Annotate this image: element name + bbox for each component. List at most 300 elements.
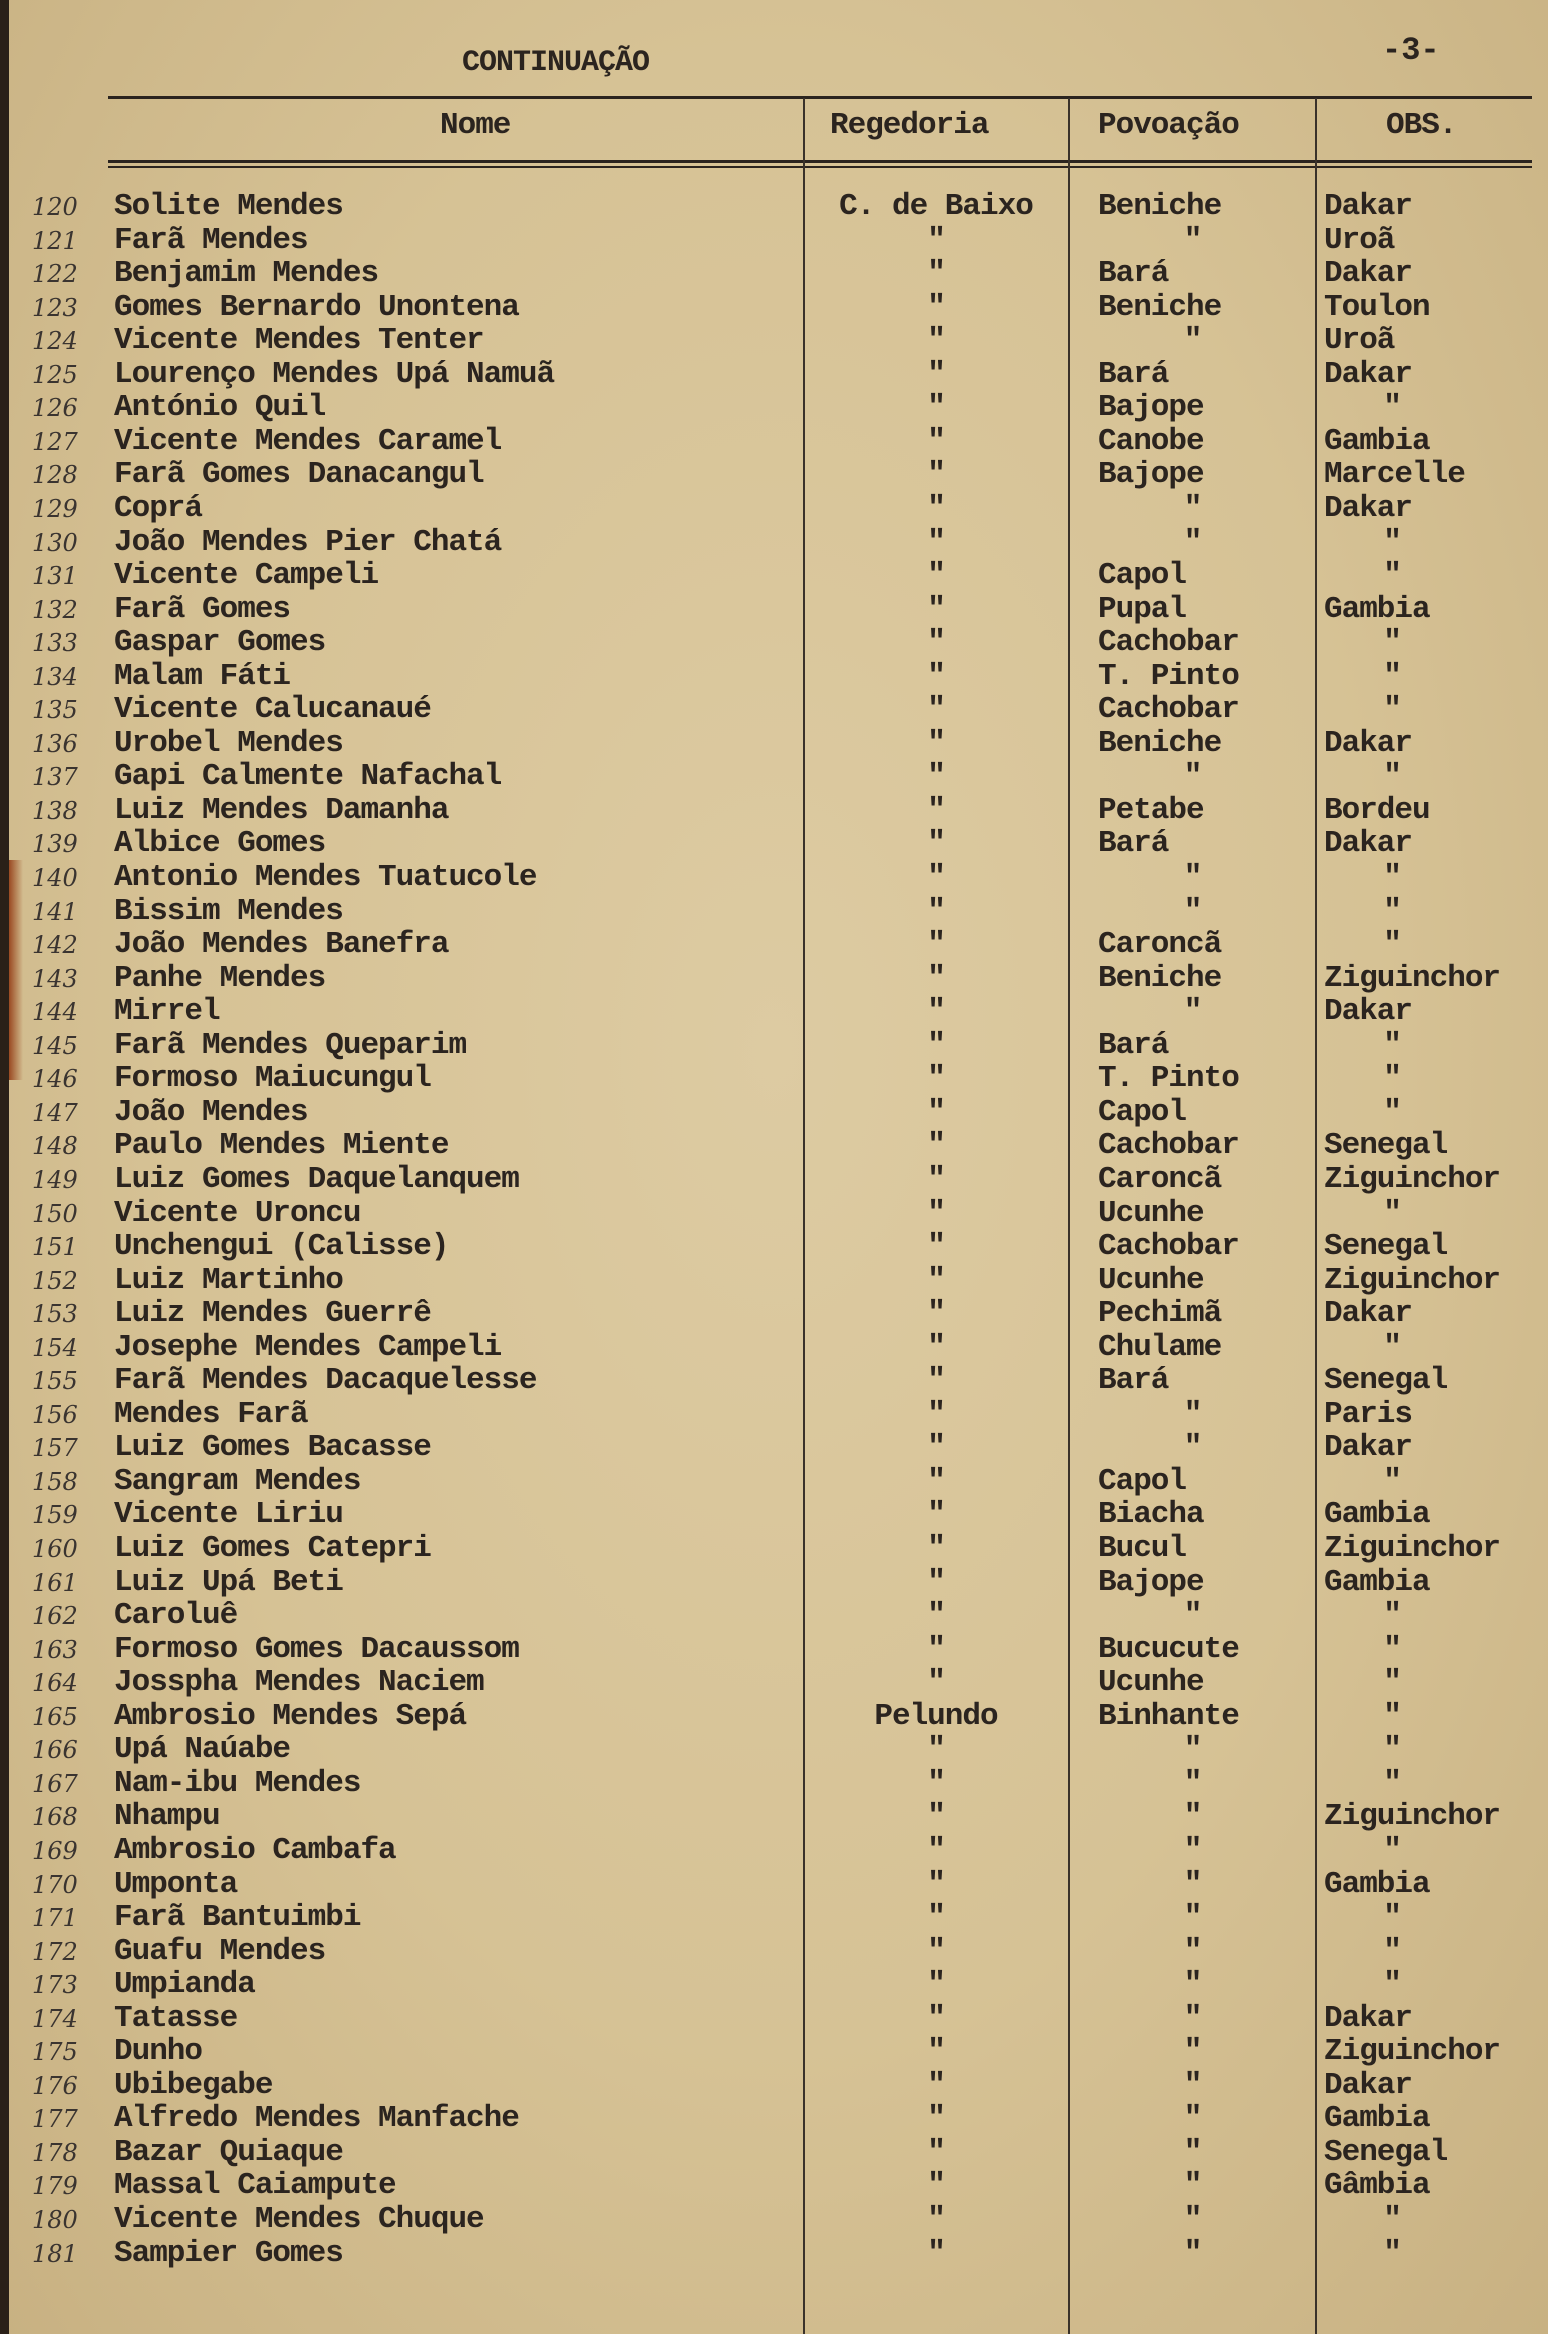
entry-number: 142 bbox=[32, 931, 78, 960]
regedoria-cell: " bbox=[927, 1564, 945, 1600]
povoacao-cell: Bucul bbox=[1098, 1531, 1187, 1566]
povoacao-cell: Chulame bbox=[1098, 1329, 1222, 1365]
top-rule bbox=[108, 96, 1532, 99]
obs-cell: Gambia bbox=[1324, 591, 1430, 627]
regedoria-cell: " bbox=[927, 1598, 945, 1634]
obs-cell: Bordeu bbox=[1324, 792, 1430, 828]
povoacao-cell: " bbox=[1183, 2134, 1202, 2170]
regedoria-cell: " bbox=[927, 1967, 945, 2003]
regedoria-cell: " bbox=[927, 2202, 945, 2237]
entry-number: 170 bbox=[32, 1870, 78, 1899]
povoacao-cell: " bbox=[1183, 2034, 1202, 2070]
povoacao-cell: " bbox=[1183, 1799, 1202, 1835]
table-row bbox=[0, 1029, 1548, 1063]
entry-number: 165 bbox=[32, 1702, 78, 1731]
povoacao-cell: " bbox=[1183, 1967, 1202, 2003]
regedoria-cell: " bbox=[927, 860, 945, 895]
regedoria-cell: " bbox=[927, 1463, 945, 1499]
person-name: Formoso Maiucungul bbox=[114, 1061, 431, 1097]
regedoria-cell: " bbox=[927, 423, 945, 459]
obs-cell: " bbox=[1383, 1765, 1401, 1801]
regedoria-cell: " bbox=[927, 927, 945, 963]
povoacao-cell: Pechimã bbox=[1098, 1296, 1222, 1332]
povoacao-cell: Bajope bbox=[1098, 390, 1204, 426]
regedoria-cell: " bbox=[927, 1866, 945, 1902]
obs-cell: Gambia bbox=[1324, 1866, 1430, 1902]
obs-cell: Dakar bbox=[1324, 2067, 1413, 2103]
entry-number: 158 bbox=[32, 1467, 78, 1496]
entry-number: 139 bbox=[32, 830, 78, 859]
povoacao-cell: Bará bbox=[1098, 356, 1169, 392]
person-name: Luiz Gomes Bacasse bbox=[114, 1430, 431, 1466]
regedoria-cell: " bbox=[927, 893, 945, 929]
person-name: Guafu Mendes bbox=[114, 1933, 326, 1969]
entry-number: 161 bbox=[32, 1568, 78, 1597]
povoacao-cell: Bará bbox=[1098, 1363, 1169, 1399]
obs-cell: " bbox=[1383, 1732, 1401, 1768]
column-header-regedoria: Regedoria bbox=[830, 108, 989, 143]
person-name: João Mendes Pier Chatá bbox=[114, 524, 502, 560]
entry-number: 160 bbox=[32, 1535, 78, 1563]
regedoria-cell: " bbox=[927, 457, 945, 493]
entry-number: 167 bbox=[32, 1769, 78, 1798]
obs-cell: " bbox=[1383, 558, 1401, 594]
table-row bbox=[0, 2002, 1548, 2036]
regedoria-cell: " bbox=[927, 1933, 945, 1969]
person-name: Benjamim Mendes bbox=[114, 256, 379, 292]
person-name: Unchengui (Calisse) bbox=[114, 1229, 449, 1265]
regedoria-cell: " bbox=[927, 2101, 945, 2137]
entry-number: 140 bbox=[32, 864, 78, 892]
table-row bbox=[0, 1800, 1548, 1834]
table-row bbox=[0, 1197, 1548, 1231]
povoacao-cell: Biacha bbox=[1098, 1497, 1204, 1533]
povoacao-cell: Capol bbox=[1098, 1094, 1187, 1130]
table-row bbox=[0, 1498, 1548, 1532]
entry-number: 127 bbox=[32, 427, 78, 456]
table-row bbox=[0, 962, 1548, 996]
table-row bbox=[0, 2237, 1548, 2271]
person-name: Upá Naúabe bbox=[114, 1732, 291, 1768]
entry-number: 131 bbox=[32, 562, 78, 591]
povoacao-cell: " bbox=[1183, 524, 1202, 560]
person-name: Vicente Mendes Caramel bbox=[114, 423, 502, 459]
entry-number: 177 bbox=[32, 2105, 78, 2134]
entry-number: 137 bbox=[32, 763, 78, 792]
entry-number: 150 bbox=[32, 1199, 78, 1228]
table-row bbox=[0, 1532, 1548, 1566]
person-name: Vicente Calucanaué bbox=[114, 692, 431, 728]
table-row bbox=[0, 593, 1548, 627]
povoacao-cell: Beniche bbox=[1098, 189, 1222, 224]
entry-number: 152 bbox=[32, 1266, 78, 1295]
person-name: Luiz Mendes Damanha bbox=[114, 792, 449, 828]
person-name: Ambrosio Mendes Sepá bbox=[114, 1698, 467, 1734]
page-title: CONTINUAÇÃO bbox=[462, 46, 650, 80]
entry-number: 174 bbox=[32, 2004, 78, 2033]
obs-cell: " bbox=[1383, 1195, 1401, 1231]
person-name: Farã Gomes Danacangul bbox=[114, 457, 484, 493]
povoacao-cell: Pupal bbox=[1098, 591, 1187, 627]
person-name: Vicente Uroncu bbox=[114, 1195, 361, 1231]
person-name: Massal Caiampute bbox=[114, 2168, 396, 2204]
obs-cell: Gâmbia bbox=[1324, 2168, 1430, 2204]
povoacao-cell: Cachobar bbox=[1098, 692, 1239, 728]
obs-cell: " bbox=[1383, 893, 1401, 929]
person-name: Luiz Mendes Guerrê bbox=[114, 1296, 431, 1332]
obs-cell: Toulon bbox=[1324, 289, 1430, 325]
regedoria-cell: " bbox=[927, 1900, 945, 1936]
entry-number: 153 bbox=[32, 1300, 78, 1329]
obs-cell: Senegal bbox=[1324, 1128, 1448, 1164]
entry-number: 154 bbox=[32, 1333, 78, 1362]
table-row bbox=[0, 425, 1548, 459]
povoacao-cell: " bbox=[1183, 994, 1202, 1030]
regedoria-cell: " bbox=[927, 826, 945, 862]
table-row bbox=[0, 861, 1548, 895]
obs-cell: " bbox=[1383, 1933, 1401, 1969]
povoacao-cell: " bbox=[1183, 860, 1202, 895]
obs-cell: " bbox=[1383, 524, 1401, 560]
povoacao-cell: " bbox=[1183, 1933, 1202, 1969]
regedoria-cell: " bbox=[927, 792, 945, 828]
column-header-obs: OBS. bbox=[1386, 108, 1457, 143]
obs-cell: Ziguinchor bbox=[1324, 960, 1501, 996]
regedoria-cell: " bbox=[927, 1128, 945, 1164]
obs-cell: " bbox=[1383, 759, 1401, 795]
povoacao-cell: Petabe bbox=[1098, 792, 1204, 828]
povoacao-cell: " bbox=[1183, 222, 1202, 258]
regedoria-cell: " bbox=[927, 2235, 945, 2271]
entry-number: 147 bbox=[32, 1098, 78, 1127]
regedoria-cell: " bbox=[927, 1262, 945, 1298]
entry-number: 179 bbox=[32, 2172, 78, 2201]
person-name: Ubibegabe bbox=[114, 2067, 273, 2103]
povoacao-cell: Bucucute bbox=[1098, 1631, 1239, 1667]
povoacao-cell: Caroncã bbox=[1098, 927, 1222, 963]
entry-number: 125 bbox=[32, 360, 78, 389]
table-row bbox=[0, 1230, 1548, 1264]
regedoria-cell: " bbox=[927, 1765, 945, 1801]
regedoria-cell: " bbox=[927, 658, 945, 694]
obs-cell: Senegal bbox=[1324, 1229, 1448, 1265]
table-row bbox=[0, 2169, 1548, 2203]
person-name: Luiz Gomes Catepri bbox=[114, 1531, 431, 1566]
obs-cell: " bbox=[1383, 1463, 1401, 1499]
person-name: Malam Fáti bbox=[114, 658, 291, 694]
person-name: Nhampu bbox=[114, 1799, 220, 1835]
obs-cell: " bbox=[1383, 1094, 1401, 1130]
obs-cell: " bbox=[1383, 1665, 1401, 1701]
regedoria-cell: " bbox=[927, 256, 945, 292]
povoacao-cell: " bbox=[1183, 2000, 1202, 2036]
regedoria-cell: " bbox=[927, 2000, 945, 2036]
person-name: Solite Mendes bbox=[114, 189, 343, 224]
povoacao-cell: " bbox=[1183, 1732, 1202, 1768]
entry-number: 124 bbox=[32, 327, 78, 356]
entry-number: 144 bbox=[32, 998, 78, 1027]
table-row bbox=[0, 1901, 1548, 1935]
table-row bbox=[0, 727, 1548, 761]
povoacao-cell: Ucunhe bbox=[1098, 1665, 1204, 1701]
regedoria-cell: " bbox=[927, 1195, 945, 1231]
regedoria-cell: " bbox=[927, 2067, 945, 2103]
entry-number: 141 bbox=[32, 897, 78, 926]
obs-cell: " bbox=[1383, 1631, 1401, 1667]
person-name: Panhe Mendes bbox=[114, 960, 326, 996]
obs-cell: Ziguinchor bbox=[1324, 2034, 1501, 2070]
table-row bbox=[0, 626, 1548, 660]
entry-number: 155 bbox=[32, 1367, 78, 1396]
regedoria-cell: " bbox=[927, 1497, 945, 1533]
obs-cell: " bbox=[1383, 1027, 1401, 1063]
person-name: Luiz Upá Beti bbox=[114, 1564, 343, 1600]
regedoria-cell: " bbox=[927, 323, 945, 359]
entry-number: 133 bbox=[32, 629, 78, 658]
povoacao-cell: Bará bbox=[1098, 1027, 1169, 1063]
regedoria-cell: " bbox=[927, 625, 945, 661]
person-name: Paulo Mendes Miente bbox=[114, 1128, 449, 1164]
obs-cell: Dakar bbox=[1324, 725, 1413, 761]
regedoria-cell: " bbox=[927, 1329, 945, 1365]
obs-cell: " bbox=[1383, 625, 1401, 661]
person-name: Josspha Mendes Naciem bbox=[114, 1665, 484, 1701]
obs-cell: Uroã bbox=[1324, 222, 1395, 258]
entry-number: 175 bbox=[32, 2038, 78, 2067]
person-name: Mendes Farã bbox=[114, 1396, 308, 1432]
table-row bbox=[0, 358, 1548, 392]
obs-cell: " bbox=[1383, 860, 1401, 895]
entry-number: 146 bbox=[32, 1065, 78, 1094]
obs-cell: Paris bbox=[1324, 1396, 1413, 1432]
obs-cell: Gambia bbox=[1324, 2101, 1430, 2137]
obs-cell: " bbox=[1383, 2235, 1401, 2271]
povoacao-cell: " bbox=[1183, 1396, 1202, 1432]
obs-cell: " bbox=[1383, 1598, 1401, 1634]
person-name: João Mendes Banefra bbox=[114, 927, 449, 963]
table-row bbox=[0, 995, 1548, 1029]
table-row bbox=[0, 190, 1548, 224]
person-name: Farã Bantuimbi bbox=[114, 1900, 361, 1936]
regedoria-cell: Pelundo bbox=[874, 1698, 998, 1734]
povoacao-cell: Cachobar bbox=[1098, 1229, 1239, 1265]
povoacao-cell: Binhante bbox=[1098, 1698, 1239, 1734]
obs-cell: " bbox=[1383, 658, 1401, 694]
entry-number: 132 bbox=[32, 595, 78, 624]
regedoria-cell: " bbox=[927, 2034, 945, 2070]
header-rule bbox=[108, 160, 1532, 163]
column-header-povoacao: Povoação bbox=[1098, 108, 1239, 143]
povoacao-cell: Canobe bbox=[1098, 423, 1204, 459]
entry-number: 145 bbox=[32, 1031, 78, 1060]
regedoria-cell: " bbox=[927, 1665, 945, 1701]
entry-number: 163 bbox=[32, 1635, 78, 1664]
table-row bbox=[0, 2035, 1548, 2069]
regedoria-cell: " bbox=[927, 1229, 945, 1265]
entry-number: 128 bbox=[32, 461, 78, 490]
regedoria-cell: " bbox=[927, 222, 945, 258]
entry-number: 122 bbox=[32, 260, 78, 289]
person-name: Lourenço Mendes Upá Namuã bbox=[114, 356, 555, 392]
entry-number: 123 bbox=[32, 293, 78, 322]
obs-cell: Dakar bbox=[1324, 826, 1413, 862]
regedoria-cell: " bbox=[927, 2134, 945, 2170]
person-name: Caroluê bbox=[114, 1598, 238, 1634]
table-row bbox=[0, 1633, 1548, 1667]
table-row bbox=[0, 1834, 1548, 1868]
table-row bbox=[0, 895, 1548, 929]
table-row bbox=[0, 1431, 1548, 1465]
table-row bbox=[0, 1666, 1548, 1700]
table-row bbox=[0, 1163, 1548, 1197]
regedoria-cell: " bbox=[927, 289, 945, 325]
person-name: Alfredo Mendes Manfache bbox=[114, 2101, 519, 2137]
obs-cell: Ziguinchor bbox=[1324, 1531, 1501, 1566]
table-row bbox=[0, 526, 1548, 560]
regedoria-cell: " bbox=[927, 1296, 945, 1332]
table-row bbox=[0, 391, 1548, 425]
regedoria-cell: " bbox=[927, 591, 945, 627]
obs-cell: " bbox=[1383, 1061, 1401, 1097]
table-row bbox=[0, 492, 1548, 526]
povoacao-cell: " bbox=[1183, 1832, 1202, 1868]
person-name: Farã Mendes bbox=[114, 222, 308, 258]
entry-number: 149 bbox=[32, 1165, 78, 1194]
regedoria-cell: " bbox=[927, 1061, 945, 1097]
entry-number: 138 bbox=[32, 796, 78, 825]
person-name: Bazar Quiaque bbox=[114, 2134, 343, 2170]
obs-cell: " bbox=[1383, 1900, 1401, 1936]
table-row bbox=[0, 1364, 1548, 1398]
regedoria-cell: " bbox=[927, 1631, 945, 1667]
povoacao-cell: " bbox=[1183, 323, 1202, 359]
column-header-nome: Nome bbox=[440, 108, 511, 143]
povoacao-cell: T. Pinto bbox=[1098, 658, 1239, 694]
table-row bbox=[0, 660, 1548, 694]
table-row bbox=[0, 1264, 1548, 1298]
entry-number: 171 bbox=[32, 1904, 78, 1933]
entry-number: 164 bbox=[32, 1669, 78, 1698]
obs-cell: Dakar bbox=[1324, 1430, 1413, 1466]
obs-cell: " bbox=[1383, 692, 1401, 728]
povoacao-cell: Beniche bbox=[1098, 725, 1222, 761]
entry-number: 136 bbox=[32, 729, 78, 758]
person-name: Mirrel bbox=[114, 994, 220, 1030]
povoacao-cell: " bbox=[1183, 2168, 1202, 2204]
regedoria-cell: " bbox=[927, 1732, 945, 1768]
regedoria-cell: " bbox=[927, 725, 945, 761]
person-name: João Mendes bbox=[114, 1094, 308, 1130]
obs-cell: Ziguinchor bbox=[1324, 1799, 1501, 1835]
person-name: Coprá bbox=[114, 490, 203, 526]
povoacao-cell: " bbox=[1183, 893, 1202, 929]
obs-cell: " bbox=[1383, 1329, 1401, 1365]
table-row bbox=[0, 1398, 1548, 1432]
entry-number: 148 bbox=[32, 1132, 78, 1161]
povoacao-cell: Bará bbox=[1098, 826, 1169, 862]
regedoria-cell: " bbox=[927, 2168, 945, 2204]
regedoria-cell: " bbox=[927, 524, 945, 560]
entry-number: 172 bbox=[32, 1937, 78, 1966]
table-row bbox=[0, 2102, 1548, 2136]
regedoria-cell: " bbox=[927, 692, 945, 728]
entry-number: 178 bbox=[32, 2138, 78, 2167]
entry-number: 120 bbox=[32, 193, 78, 221]
obs-cell: " bbox=[1383, 1698, 1401, 1734]
table-row bbox=[0, 1566, 1548, 1600]
person-name: Gapi Calmente Nafachal bbox=[114, 759, 502, 795]
person-name: Vicente Liriu bbox=[114, 1497, 343, 1533]
table-row bbox=[0, 2136, 1548, 2170]
person-name: Tatasse bbox=[114, 2000, 238, 2036]
person-name: Farã Mendes Dacaquelesse bbox=[114, 1363, 537, 1399]
povoacao-cell: Beniche bbox=[1098, 960, 1222, 996]
regedoria-cell: " bbox=[927, 356, 945, 392]
entry-number: 173 bbox=[32, 1971, 78, 2000]
povoacao-cell: " bbox=[1183, 759, 1202, 795]
regedoria-cell: " bbox=[927, 1396, 945, 1432]
obs-cell: Marcelle bbox=[1324, 457, 1465, 493]
obs-cell: Ziguinchor bbox=[1324, 1262, 1501, 1298]
person-name: Luiz Gomes Daquelanquem bbox=[114, 1161, 519, 1197]
povoacao-cell: Beniche bbox=[1098, 289, 1222, 325]
regedoria-cell: " bbox=[927, 960, 945, 996]
obs-cell: Dakar bbox=[1324, 2000, 1413, 2036]
obs-cell: Dakar bbox=[1324, 490, 1413, 526]
person-name: Gomes Bernardo Unontena bbox=[114, 289, 519, 325]
regedoria-cell: " bbox=[927, 759, 945, 795]
person-name: Gaspar Gomes bbox=[114, 625, 326, 661]
povoacao-cell: Ucunhe bbox=[1098, 1262, 1204, 1298]
entry-number: 181 bbox=[32, 2239, 78, 2268]
person-name: Vicente Mendes Chuque bbox=[114, 2202, 484, 2237]
obs-cell: " bbox=[1383, 1967, 1401, 2003]
povoacao-cell: " bbox=[1183, 2235, 1202, 2271]
table-row bbox=[0, 1465, 1548, 1499]
obs-cell: " bbox=[1383, 927, 1401, 963]
entry-number: 169 bbox=[32, 1836, 78, 1865]
povoacao-cell: " bbox=[1183, 2067, 1202, 2103]
povoacao-cell: " bbox=[1183, 490, 1202, 526]
regedoria-cell: " bbox=[927, 1430, 945, 1466]
entry-number: 129 bbox=[32, 494, 78, 523]
regedoria-cell: " bbox=[927, 1161, 945, 1197]
person-name: Bissim Mendes bbox=[114, 893, 343, 929]
entry-number: 176 bbox=[32, 2071, 78, 2100]
regedoria-cell: " bbox=[927, 1832, 945, 1868]
entry-number: 156 bbox=[32, 1400, 78, 1429]
povoacao-cell: " bbox=[1183, 1765, 1202, 1801]
table-row bbox=[0, 257, 1548, 291]
entry-number: 151 bbox=[32, 1233, 78, 1262]
table-row bbox=[0, 1062, 1548, 1096]
povoacao-cell: " bbox=[1183, 1430, 1202, 1466]
regedoria-cell: " bbox=[927, 1799, 945, 1835]
povoacao-cell: Capol bbox=[1098, 1463, 1187, 1499]
table-row bbox=[0, 928, 1548, 962]
person-name: Formoso Gomes Dacaussom bbox=[114, 1631, 519, 1667]
table-row bbox=[0, 693, 1548, 727]
person-name: Luiz Martinho bbox=[114, 1262, 343, 1298]
obs-cell: Dakar bbox=[1324, 256, 1413, 292]
obs-cell: Gambia bbox=[1324, 1497, 1430, 1533]
table-row bbox=[0, 1935, 1548, 1969]
table-row bbox=[0, 1096, 1548, 1130]
regedoria-cell: " bbox=[927, 558, 945, 594]
povoacao-cell: " bbox=[1183, 2101, 1202, 2137]
header-rule-2 bbox=[108, 166, 1532, 168]
table-row bbox=[0, 1868, 1548, 1902]
